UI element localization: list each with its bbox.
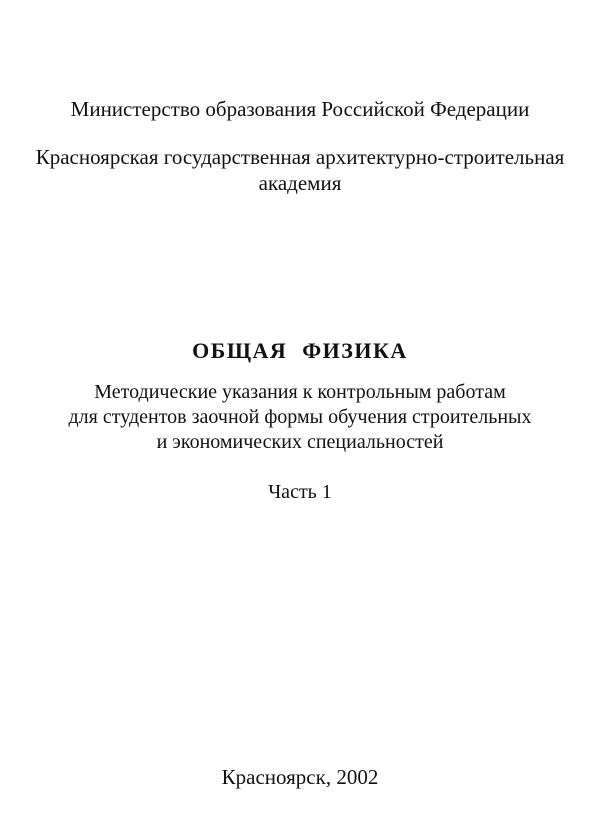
ministry-name: Министерство образования Российской Федерации	[70, 97, 530, 121]
document-description	[0, 380, 600, 455]
academy-name-line-2: академия	[258, 171, 342, 195]
description-line-3: и экономических специальностей	[156, 431, 444, 453]
part-number: Часть 1	[268, 481, 332, 503]
description-line-2: для студентов заочной формы обучения строительных	[68, 406, 532, 428]
city-year: Красноярск, 2002	[221, 765, 379, 789]
document-title: ОБЩАЯ ФИЗИКА	[192, 338, 408, 363]
academy-name-line-1: Красноярская государственная архитектурно-строительная	[35, 145, 565, 169]
academy-name	[0, 144, 600, 196]
description-line-1: Методические указания к контрольным работам	[94, 381, 506, 403]
